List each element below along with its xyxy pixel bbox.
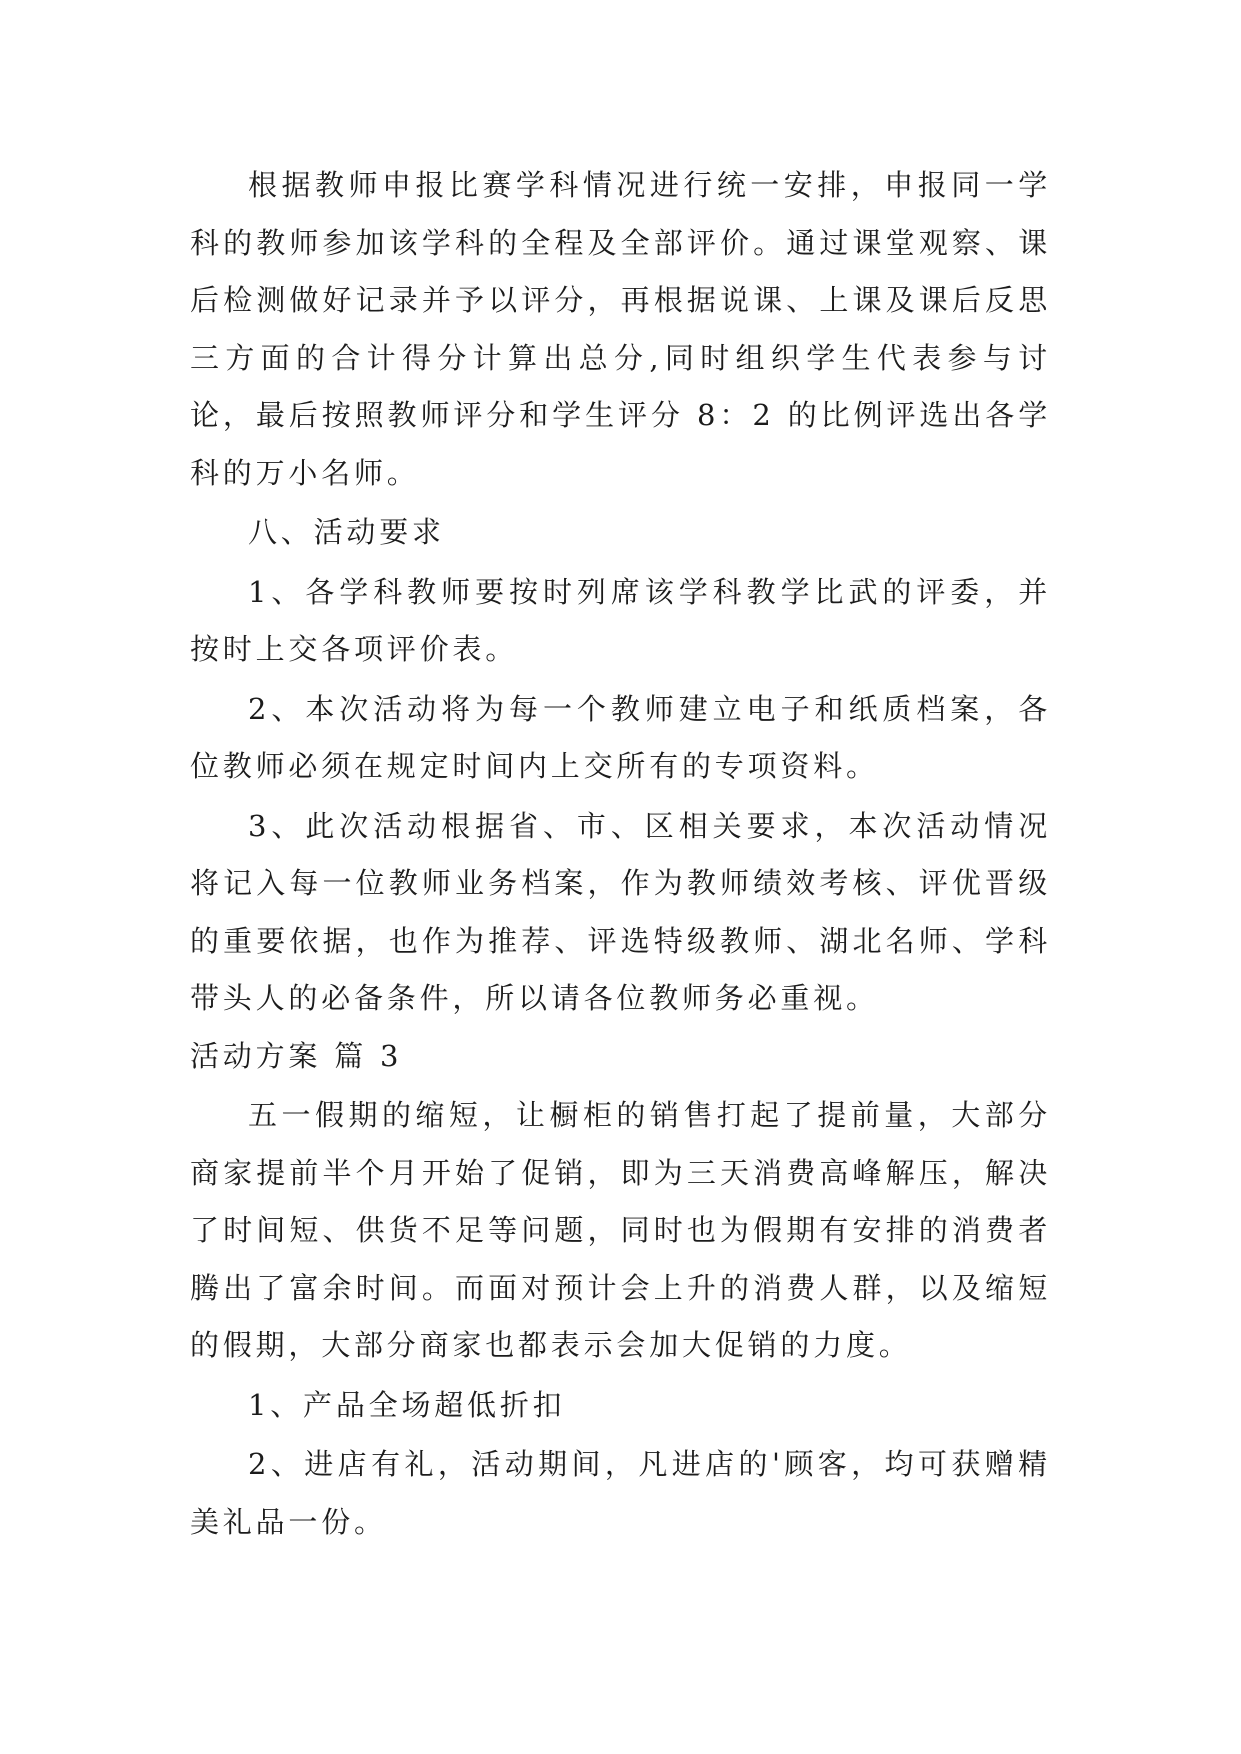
requirement-item-2: 2、本次活动将为每一个教师建立电子和纸质档案，各位教师必须在规定时间内上交所有的专项资料。 [190, 691, 1051, 783]
paragraph-may-day-promotion: 五一假期的缩短，让橱柜的销售打起了提前量，大部分商家提前半个月开始了促销，即为三天消费高峰解压，解决了时间短、供货不足等问题，同时也为假期有安排的消费者腾出了富余时间。而面对预计会上升的消费人群，以及缩短的假期，大部分商家也都表示会加大促销的力度。 [190, 1098, 1051, 1362]
paragraph-scoring-method: 根据教师申报比赛学科情况进行统一安排，申报同一学科的教师参加该学科的全程及全部评价。通过课堂观察、课后检测做好记录并予以评分，再根据说课、上课及课后反思三方面的合计得分计算出总分,同时组织学生代表参与讨论，最后按照教师评分和学生评分 8：2 的比例评选出各学科的万小名师。 [190, 168, 1051, 490]
document-page [190, 0, 1051, 1551]
plan-title-part-3: 活动方案 篇 3 [190, 1038, 403, 1073]
promotion-item-1: 1、产品全场超低折扣 [248, 1387, 566, 1422]
requirement-item-1: 1、各学科教师要按时列席该学科教学比武的评委，并按时上交各项评价表。 [190, 574, 1051, 666]
section-heading-activity-requirements: 八、活动要求 [248, 515, 445, 549]
requirement-item-3: 3、此次活动根据省、市、区相关要求，本次活动情况将记入每一位教师业务档案，作为教师绩效考核、评优晋级的重要依据，也作为推荐、评选特级教师、湖北名师、学科带头人的必备条件，所以请各位教师务必重视。 [190, 808, 1051, 1015]
promotion-item-2: 2、进店有礼，活动期间，凡进店的'顾客，均可获赠精美礼品一份。 [190, 1447, 1051, 1539]
